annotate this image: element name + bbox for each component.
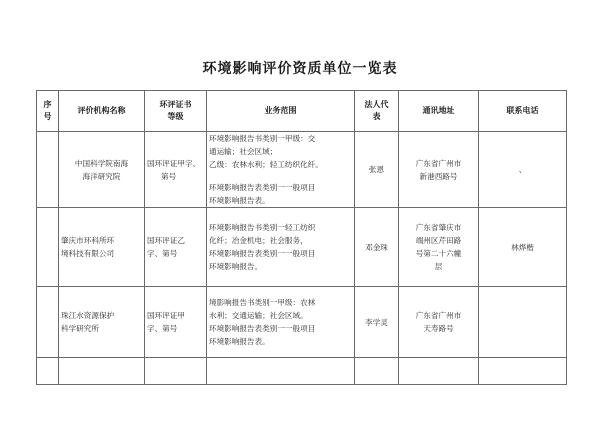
cell-empty	[355, 358, 399, 385]
table-row	[37, 132, 567, 208]
cell-empty	[59, 358, 145, 385]
qualification-table	[36, 90, 567, 385]
cell-empty	[399, 358, 479, 385]
cell-empty	[207, 358, 355, 385]
cell-rep: 李学灵	[355, 287, 399, 358]
cell-phone: 、	[479, 132, 567, 208]
cell-rep: 邓金珠	[355, 208, 399, 287]
cell-scope: 环境影响报告书类别一甲级：交 通运输；社会区域； 乙级：农林水利；轻工纺织化纤。 环境影响报告表类别一一般项目 环境影响报告表。	[207, 132, 355, 208]
cell-scope: 环境影响报告书类别一轻工纺织 化纤；冶金机电；社会服务， 环境影响报告表类别一一般项目 环境影响报告。	[207, 208, 355, 287]
cell-rep: 张恩	[355, 132, 399, 208]
cell-org: 珠江水资源保护 科学研究所	[59, 287, 145, 358]
cell-empty	[145, 358, 207, 385]
cell-cert: 国环评证乙 字、第号	[145, 208, 207, 287]
header-scope: 业务范围	[207, 91, 355, 132]
header-row	[37, 91, 567, 132]
cell-addr: 广东省肇庆市 端州区芹田路 号第二十六幢 层	[399, 208, 479, 287]
header-rep: 法人代 表	[355, 91, 399, 132]
table-row	[37, 208, 567, 287]
cell-no	[37, 132, 59, 208]
header-addr: 通讯地址	[399, 91, 479, 132]
header-org: 评价机构名称	[59, 91, 145, 132]
cell-addr: 广东省广州市 天寿路号	[399, 287, 479, 358]
cell-empty	[37, 358, 59, 385]
cell-phone	[479, 287, 567, 358]
table-row	[37, 287, 567, 358]
document-title: 环境影响评价资质单位一览表	[202, 61, 398, 77]
cell-cert: 国环评证甲字、 第号	[145, 132, 207, 208]
cell-org: 中国科学院南海 海洋研究院	[59, 132, 145, 208]
table-row-empty	[37, 358, 567, 385]
cell-phone: 林烨楷	[479, 208, 567, 287]
header-cert: 环评证书 等级	[145, 91, 207, 132]
cell-no	[37, 287, 59, 358]
cell-empty	[479, 358, 567, 385]
cell-cert: 国环评证甲 字、第号	[145, 287, 207, 358]
cell-org: 肇庆市环科所环 境科技有限公司	[59, 208, 145, 287]
header-no: 序 号	[37, 91, 59, 132]
cell-addr: 广东省广州市 新港西路号	[399, 132, 479, 208]
cell-scope: 境影响报告书类别一甲级：农林 水利；交通运输；社会区域。 环境影响报告表类别一一般项目 环境影响报告表。	[207, 287, 355, 358]
cell-no	[37, 208, 59, 287]
header-phone: 联系电话	[479, 91, 567, 132]
